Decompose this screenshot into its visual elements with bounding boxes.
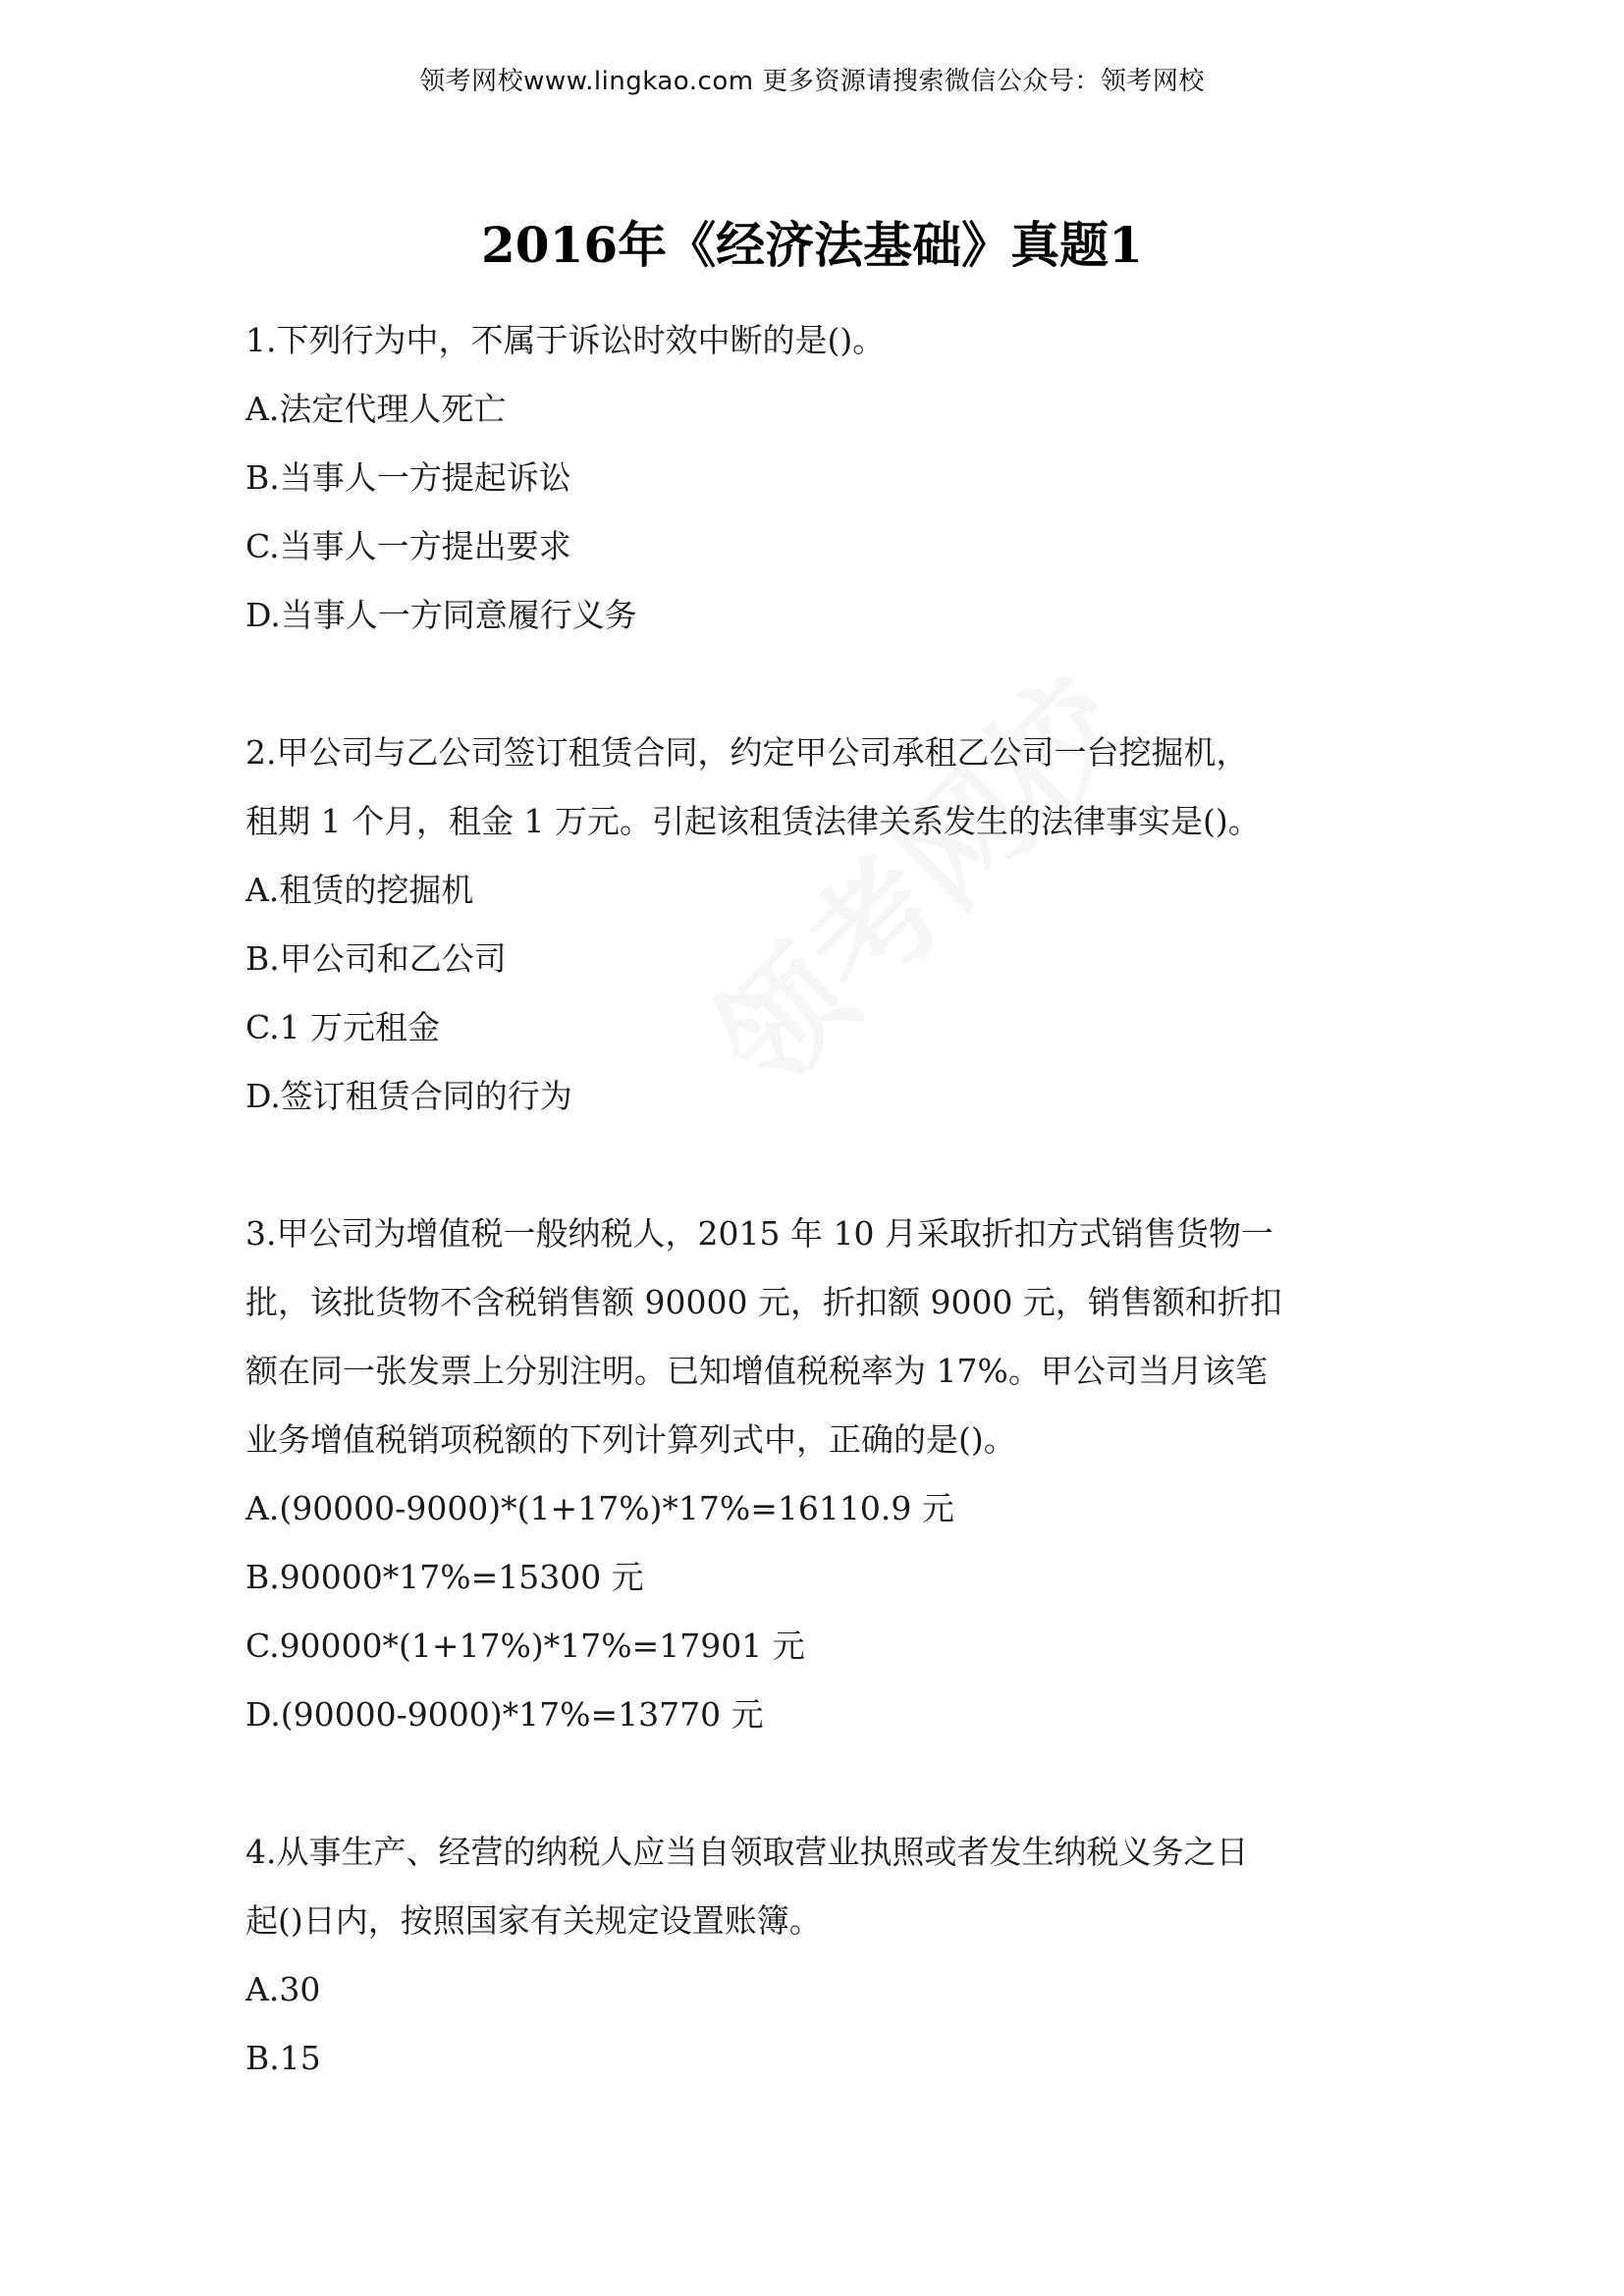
option-d: D.当事人一方同意履行义务 [245,596,637,634]
question-4 [245,1818,1384,2093]
question-stem-line: 租期 1 个月，租金 1 万元。引起该租赁法律关系发生的法律事实是()。 [245,802,1261,840]
option-b: B.90000*17%=15300 元 [245,1558,644,1596]
option-c: C.90000*(1+17%)*17%=17901 元 [245,1627,805,1665]
question-list [245,306,1384,2162]
option-a: A.(90000-9000)*(1+17%)*17%=16110.9 元 [245,1489,954,1527]
option-a: A.法定代理人死亡 [245,390,507,428]
option-c: C.当事人一方提出要求 [245,527,571,565]
page-header: 领考网校www.lingkao.com 更多资源请搜索微信公众号：领考网校 [419,67,1205,96]
question-stem-line: 2.甲公司与乙公司签订租赁合同，约定甲公司承租乙公司一台挖掘机， [245,733,1249,772]
question-stem-line: 批，该批货物不含税销售额 90000 元，折扣额 9000 元，销售额和折扣 [245,1283,1282,1321]
question-stem-line: 额在同一张发票上分别注明。已知增值税税率为 17%。甲公司当月该笔 [245,1352,1268,1390]
question-stem-line: 4.从事生产、经营的纳税人应当自领取营业执照或者发生纳税义务之日 [245,1833,1249,1871]
question-stem-line: 起()日内，按照国家有关规定设置账簿。 [245,1901,822,1940]
option-d: D.签订租赁合同的行为 [245,1077,572,1115]
question-stem-line: 3.甲公司为增值税一般纳税人，2015 年 10 月采取折扣方式销售货物一 [245,1214,1273,1253]
question-stem-line: 1.下列行为中，不属于诉讼时效中断的是()。 [245,321,886,359]
option-a: A.30 [245,1970,321,2008]
option-d: D.(90000-9000)*17%=13770 元 [245,1695,764,1734]
option-b: B.当事人一方提起诉讼 [245,458,571,497]
question-stem-line: 业务增值税销项税额的下列计算列式中，正确的是()。 [245,1420,1016,1459]
option-b: B.15 [245,2039,321,2077]
question-1 [245,306,1384,650]
option-b: B.甲公司和乙公司 [245,939,507,978]
option-c: C.1 万元租金 [245,1008,441,1046]
document-title: 2016年《经济法基础》真题1 [481,216,1143,274]
option-a: A.租赁的挖掘机 [245,871,474,909]
question-2 [245,719,1384,1131]
question-3 [245,1200,1384,1749]
